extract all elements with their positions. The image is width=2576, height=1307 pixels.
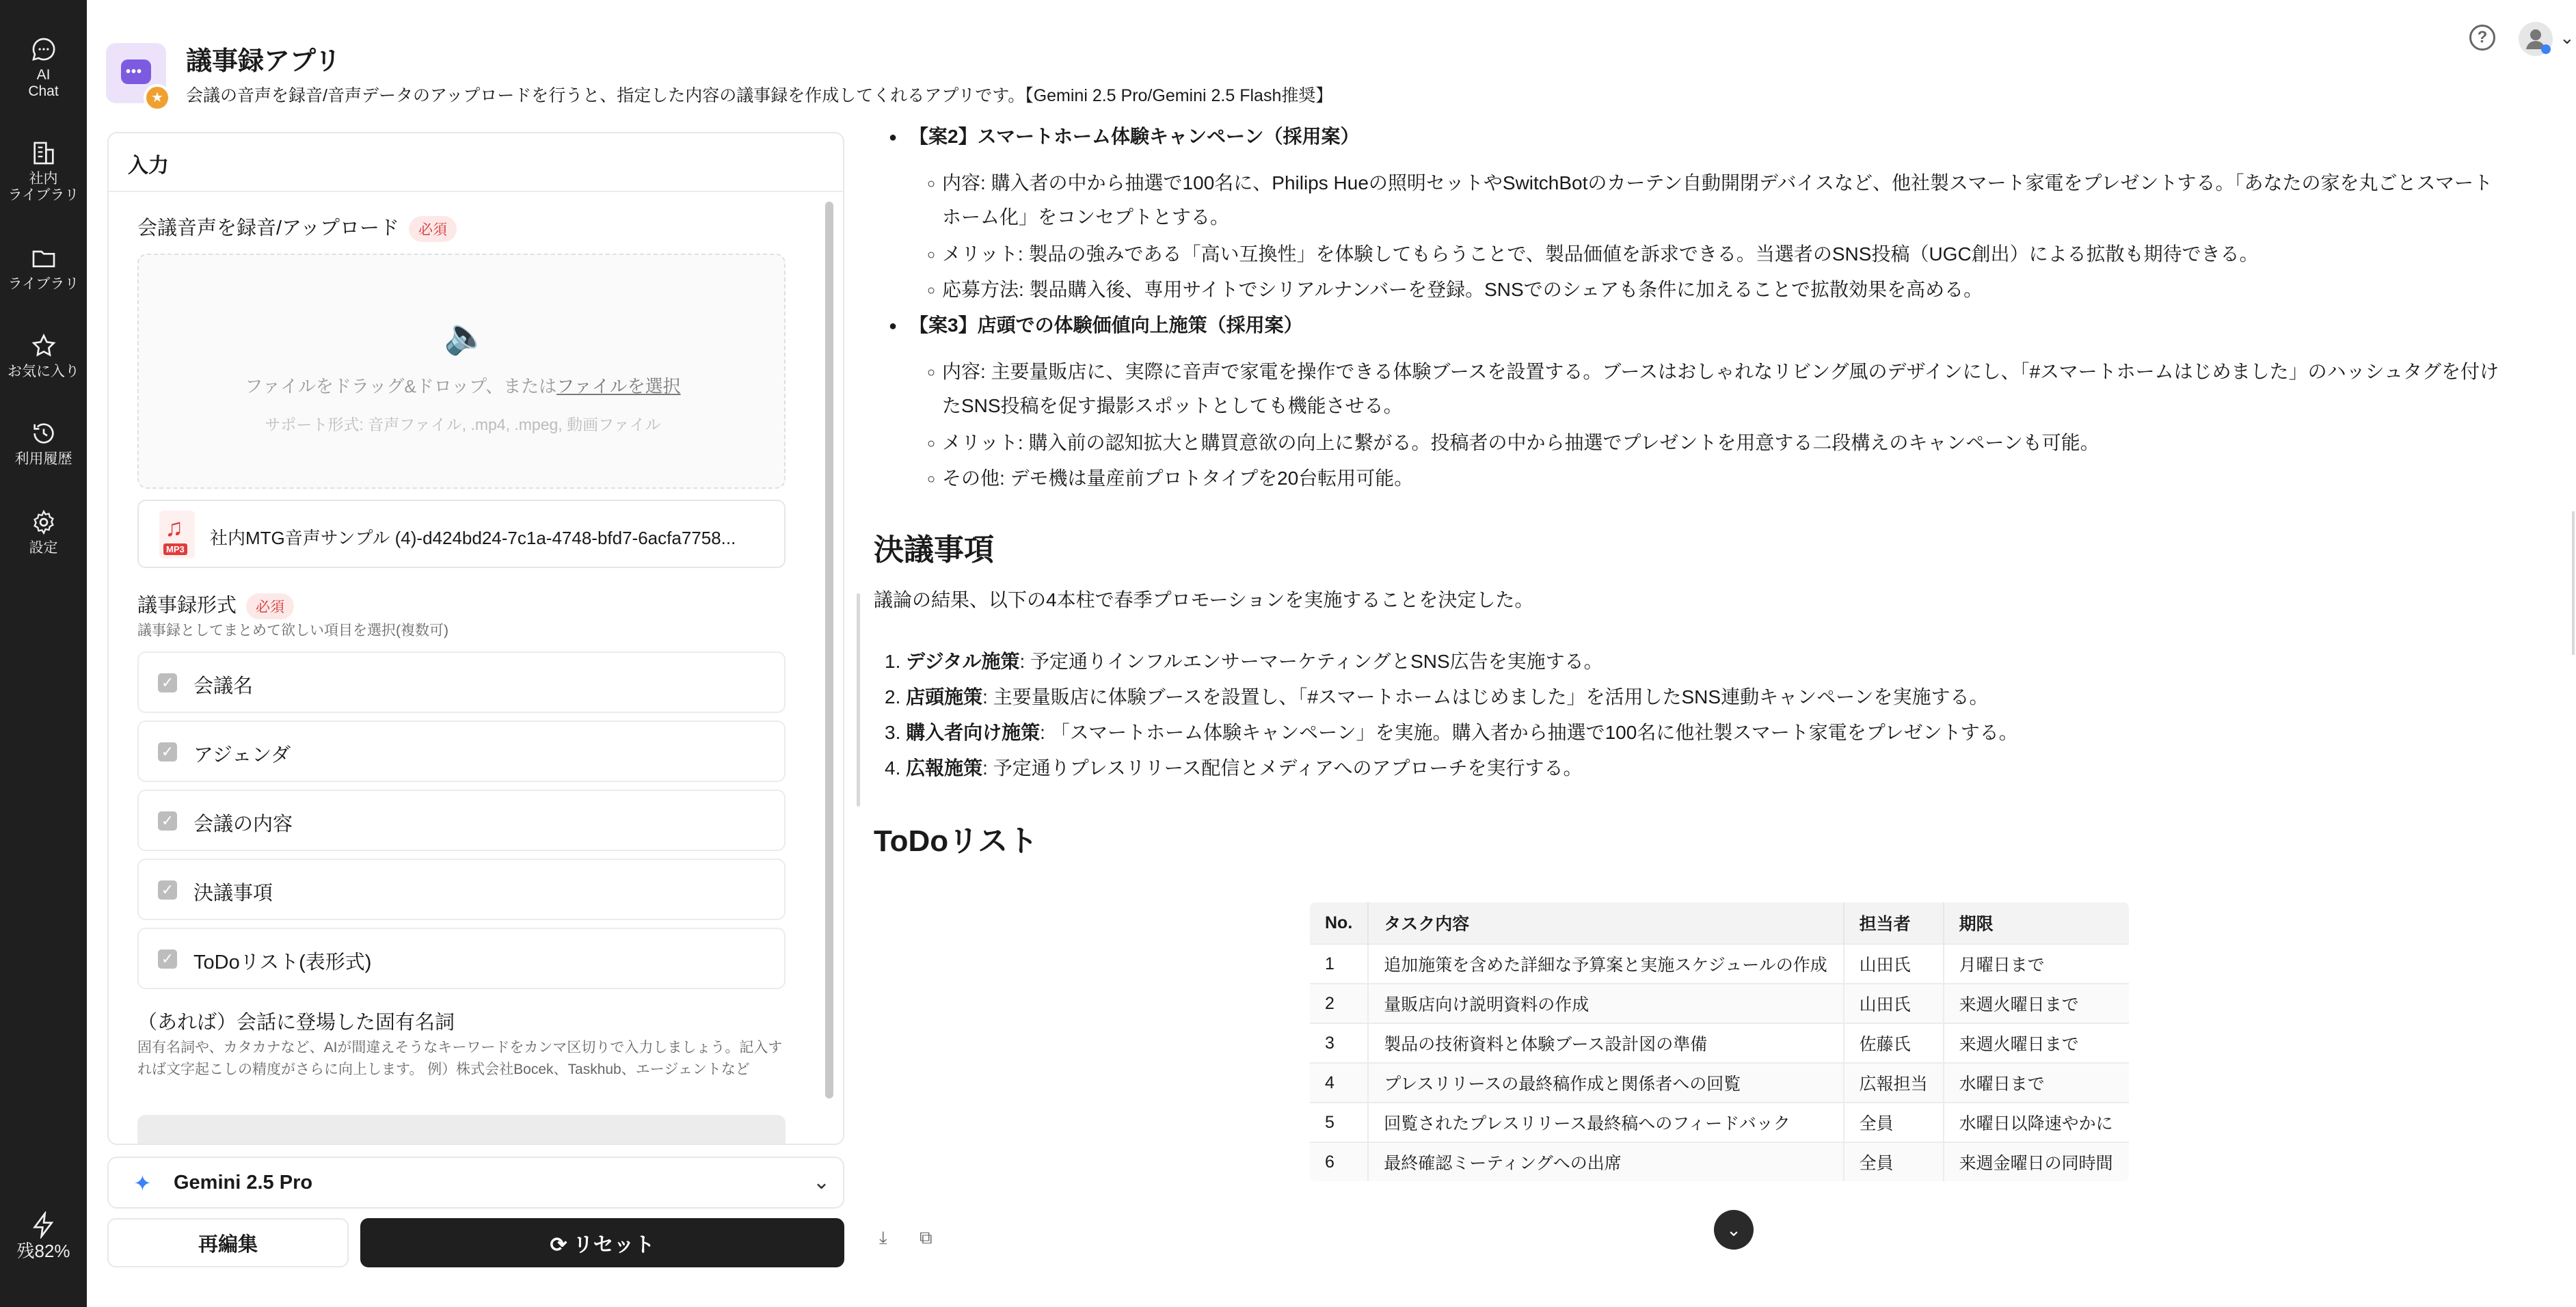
gear-icon — [30, 509, 57, 536]
decisions-heading: 決議事項 — [874, 533, 994, 567]
proper-nouns-label: （あれば）会話に登場した固有名詞 — [137, 1012, 455, 1034]
sidebar-item-library[interactable] — [0, 245, 87, 293]
uploaded-file-card[interactable] — [137, 500, 786, 568]
plan2-title: 【案2】スマートホーム体験キャンペーン（採用案） — [909, 126, 1360, 147]
panel-title: 入力 — [109, 133, 843, 192]
panel-scrollbar[interactable] — [825, 202, 833, 1099]
history-icon — [30, 420, 57, 447]
sidebar-item-ai-chat[interactable] — [0, 36, 87, 100]
checkbox-checked-icon[interactable]: ✓ — [158, 673, 177, 692]
sparkle-icon: ✦ — [133, 1171, 152, 1196]
sidebar — [0, 0, 87, 1307]
table-cell: 5 — [1309, 1103, 1368, 1142]
chevron-down-icon: ⌄ — [1726, 1220, 1741, 1240]
table-row — [1309, 944, 2130, 984]
todo-table — [1309, 901, 2130, 1183]
chevron-down-icon[interactable]: ⌄ — [2560, 27, 2575, 48]
format-help: 議事録としてまとめて欲しい項目を選択(複数可) — [137, 623, 448, 638]
lightning-icon — [30, 1211, 57, 1239]
page-title: 議事録アプリ — [186, 47, 341, 76]
help-icon[interactable]: ? — [2469, 25, 2495, 51]
decision-item: 4. 広報施策: 予定通りプレスリリース配信とメディアへのアプローチを実行する。 — [885, 757, 1583, 779]
sidebar-item-company-library[interactable] — [0, 139, 87, 204]
table-cell: 最終確認ミーティングへの出席 — [1368, 1142, 1843, 1182]
sidebar-item-history[interactable] — [0, 420, 87, 468]
column-header: No. — [1309, 902, 1368, 944]
format-option[interactable] — [137, 651, 786, 713]
credits-label: 残82% — [16, 1241, 70, 1261]
reset-label: リセット — [572, 1234, 655, 1256]
table-cell: プレスリリースの最終稿作成と関係者への回覧 — [1368, 1063, 1843, 1103]
audio-file-icon: ♫ MP3 — [159, 511, 195, 558]
bullet: ○ — [927, 472, 936, 487]
table-cell: 山田氏 — [1844, 984, 1944, 1023]
file-type-badge: MP3 — [163, 543, 187, 555]
table-cell: 全員 — [1844, 1103, 1944, 1142]
format-option[interactable] — [137, 790, 786, 851]
chat-icon — [30, 36, 57, 63]
supported-formats: サポート形式: 音声ファイル, .mp4, .mpeg, 動画ファイル — [265, 416, 661, 433]
plan3-item: 内容: 主要量販店に、実際に音声で家電を操作できる体験ブースを設置する。ブースはおしゃれなリビング風のデザインにし、「#スマートホームはじめました」のハッシュタグを付け — [942, 361, 2499, 382]
required-badge: 必須 — [409, 216, 457, 242]
chevron-down-icon: ⌄ — [813, 1171, 831, 1194]
bullet: ○ — [927, 283, 936, 298]
sidebar-item-label: 社内 ライブラリ — [8, 171, 79, 203]
plan3-item: その他: デモ機は量産前プロトタイプを20台転用可能。 — [942, 468, 1414, 489]
bullet: ● — [889, 130, 898, 145]
required-badge: 必須 — [246, 593, 294, 619]
sidebar-item-label: 利用履歴 — [14, 451, 72, 467]
table-cell: 来週火曜日まで — [1944, 984, 2130, 1023]
checkbox-checked-icon[interactable]: ✓ — [158, 742, 177, 762]
table-cell: 4 — [1309, 1063, 1368, 1103]
plan2-item: ホーム化」をコンセプトとする。 — [942, 206, 1230, 228]
reset-button[interactable] — [360, 1218, 844, 1267]
sidebar-item-settings[interactable] — [0, 509, 87, 556]
table-cell: 全員 — [1844, 1142, 1944, 1182]
plan3-item: メリット: 購入前の認知拡大と購買意欲の向上に繋がる。投稿者の中から抽選でプレゼントを用意する二段構えのキャンペーンも可能。 — [942, 432, 2099, 453]
speaker-icon: 🔈 — [444, 316, 488, 356]
format-field-label: 議事録形式 必須 — [137, 590, 294, 619]
app-description: 会議の音声を録音/音声データのアップロードを行うと、指定した内容の議事録を作成してくれるアプリです。【Gemini 2.5 Pro/Gemini 2.5 Flash推奨】 — [186, 86, 1333, 105]
table-cell: 6 — [1309, 1142, 1368, 1182]
refresh-icon: ⟳ — [550, 1234, 573, 1256]
table-cell: 1 — [1309, 944, 1368, 984]
checkbox-checked-icon[interactable]: ✓ — [158, 811, 177, 831]
table-cell: 来週火曜日まで — [1944, 1023, 2130, 1063]
table-row — [1309, 1063, 2130, 1103]
user-icon — [2519, 22, 2553, 56]
table-cell: 月曜日まで — [1944, 944, 2130, 984]
app-icon: ••• — [106, 43, 166, 103]
table-row — [1309, 1142, 2130, 1182]
table-cell: 3 — [1309, 1023, 1368, 1063]
table-cell: 製品の技術資料と体験ブース設計図の準備 — [1368, 1023, 1843, 1063]
format-option-label: 決議事項 — [193, 882, 273, 904]
table-cell: 2 — [1309, 984, 1368, 1023]
plan3-title: 【案3】店頭での体験価値向上施策（採用案） — [909, 314, 1303, 336]
table-cell: 山田氏 — [1844, 944, 1944, 984]
sidebar-item-label: お気に入り — [8, 364, 79, 379]
sidebar-item-favorites[interactable] — [0, 332, 87, 380]
model-name: Gemini 2.5 Pro — [174, 1172, 313, 1194]
dropzone-text: ファイルをドラッグ&ドロップ、またはファイルを選択 — [245, 376, 681, 396]
format-option-label: 会議名 — [193, 675, 254, 697]
plan2-item: 応募方法: 製品購入後、専用サイトでシリアルナンバーを登録。SNSでのシェアも条件に加えることで拡散効果を高める。 — [942, 279, 1983, 300]
sidebar-item-label: 設定 — [29, 540, 58, 556]
plan2-item: 内容: 購入者の中から抽選で100名に、Philips Hueの照明セットやSwitchBotのカーテン自動開閉デバイスなど、他社製スマート家電をプレゼントする。「あなたの家を丸ごとスマート — [942, 172, 2493, 193]
bullet: ● — [889, 319, 898, 334]
table-row — [1309, 1103, 2130, 1142]
sidebar-item-label: ライブラリ — [8, 276, 79, 292]
model-select[interactable] — [107, 1157, 844, 1209]
column-header: タスク内容 — [1368, 902, 1843, 944]
bullet: ○ — [927, 365, 936, 380]
table-cell: 量販店向け説明資料の作成 — [1368, 984, 1843, 1023]
audio-dropzone[interactable] — [137, 254, 786, 489]
checkbox-checked-icon[interactable]: ✓ — [158, 880, 177, 900]
favorite-star-badge-icon: ★ — [144, 84, 171, 111]
table-row — [1309, 984, 2130, 1023]
table-cell: 回覧されたプレスリリース最終稿へのフィードバック — [1368, 1103, 1843, 1142]
decision-item: 3. 購入者向け施策: 「スマートホーム体験キャンペーン」を実施。購入者から抽選で100名に他社製スマート家電をプレゼントする。 — [885, 722, 2018, 743]
quote-bar — [857, 593, 860, 807]
proper-nouns-help: 固有名詞や、カタカナなど、AIが間違えそうなキーワードをカンマ区切りで入力しましょう。記入すれば文字起こしの精度がさらに向上します。 例）株式会社Bocek、Taskhub、エージェントなど — [137, 1040, 783, 1077]
decision-item: 2. 店頭施策: 主要量販店に体験ブースを設置し、「#スマートホームはじめました」を活用したSNS連動キャンペーンを実施する。 — [885, 686, 1989, 708]
format-option[interactable] — [137, 928, 786, 989]
select-file-link[interactable]: ファイルを選択 — [556, 376, 681, 396]
input-panel — [107, 132, 844, 1145]
proper-nouns-input[interactable] — [137, 1115, 786, 1145]
star-icon — [30, 332, 57, 360]
copy-icon[interactable]: ⧉ — [920, 1227, 933, 1248]
bullet: ○ — [927, 247, 936, 262]
download-icon[interactable]: ⤓ — [879, 1227, 887, 1248]
format-option[interactable] — [137, 859, 786, 920]
format-option-label: アジェンダ — [193, 744, 291, 766]
decisions-intro: 議論の結果、以下の4本柱で春季プロモーションを実施することを決定した。 — [874, 589, 1534, 610]
format-option[interactable] — [137, 720, 786, 782]
bullet: ○ — [927, 176, 936, 191]
column-header: 期限 — [1944, 902, 2130, 944]
bullet: ○ — [927, 436, 936, 451]
sidebar-item-label: AI Chat — [28, 67, 59, 99]
table-cell: 佐藤氏 — [1844, 1023, 1944, 1063]
folder-icon — [30, 245, 57, 272]
table-cell: 来週金曜日の同時間 — [1944, 1142, 2130, 1182]
building-icon — [30, 139, 57, 167]
plan2-item: メリット: 製品の強みである「高い互換性」を体験してもらうことで、製品価値を訴求できる。当選者のSNS投稿（UGC創出）による拡散も期待できる。 — [942, 243, 2259, 265]
checkbox-checked-icon[interactable]: ✓ — [158, 949, 177, 969]
table-header-row — [1309, 902, 2130, 944]
format-option-label: 会議の内容 — [193, 813, 293, 835]
table-cell: 広報担当 — [1844, 1063, 1944, 1103]
table-row — [1309, 1023, 2130, 1063]
table-cell: 追加施策を含めた詳細な予算案と実施スケジュールの作成 — [1368, 944, 1843, 984]
table-cell: 水曜日まで — [1944, 1063, 2130, 1103]
table-cell: 水曜日以降速やかに — [1944, 1103, 2130, 1142]
credits-indicator[interactable] — [0, 1211, 87, 1259]
format-option-label: ToDoリスト(表形式) — [193, 952, 372, 973]
plan3-item: たSNS投稿を促す撮影スポットとしても機能させる。 — [942, 395, 1403, 416]
scroll-down-button[interactable] — [1714, 1210, 1754, 1250]
column-header: 担当者 — [1844, 902, 1944, 944]
todo-heading: ToDoリスト — [874, 824, 1038, 858]
file-name: 社内MTG音声サンプル (4)-d424bd24-7c1a-4748-bfd7-6acfa7758... — [210, 528, 736, 548]
page-scrollbar[interactable] — [2572, 511, 2575, 655]
avatar[interactable] — [2519, 22, 2553, 56]
decision-item: 1. デジタル施策: 予定通りインフルエンサーマーケティングとSNS広告を実施する。 — [885, 651, 1603, 672]
audio-field-label: 会議音声を録音/アップロード 必須 — [137, 213, 457, 242]
reedit-button[interactable]: 再編集 — [107, 1218, 349, 1267]
